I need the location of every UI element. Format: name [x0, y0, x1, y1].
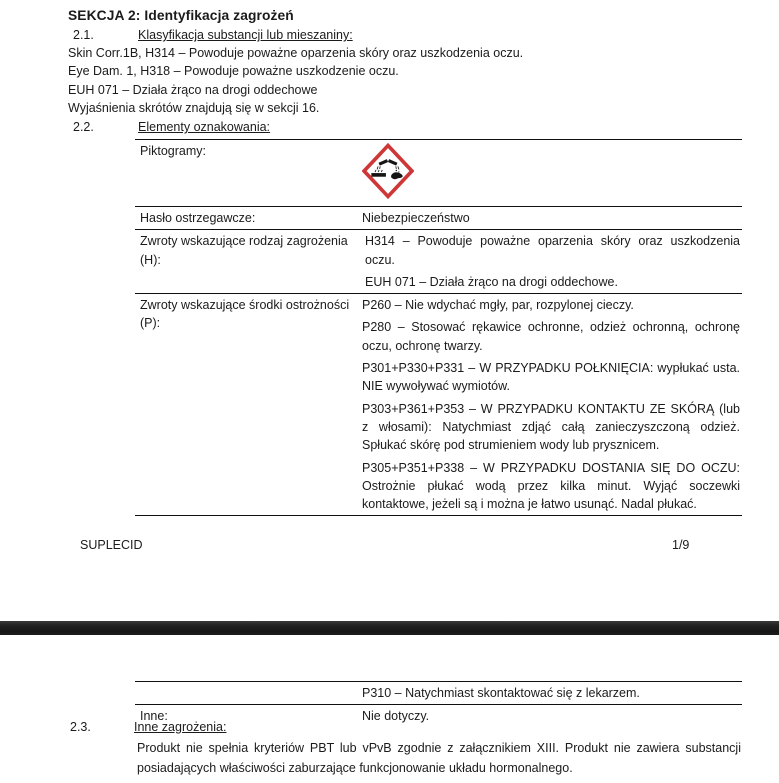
other-value: Nie dotyczy.	[362, 709, 430, 724]
subsection-2-3-heading: Inne zagrożenia:	[134, 720, 227, 734]
hazard-statement: H314 – Powoduje poważne oparzenia skóry oraz uszkodzenia oczu.	[365, 234, 740, 267]
precautionary-statement: P305+P351+P338 – W PRZYPADKU DOSTANIA SIĘ DO OCZU: Ostrożnie płukać wodą przez kilka minut. Wyjąć soczewki kontaktowe, jeżeli są i można je łatwo usunąć. Nadal płukać.	[362, 460, 740, 512]
precautionary-statement: P301+P330+P331 – W PRZYPADKU POŁKNIĘCIA: wypłukać usta. NIE wywoływać wymiotów.	[362, 361, 740, 394]
other-label: Inne:	[140, 709, 168, 724]
precautionary-statements-cell	[360, 294, 742, 515]
subsection-2-1	[73, 28, 353, 42]
subsection-2-1-heading: Klasyfikacja substancji lub mieszaniny:	[138, 28, 353, 42]
empty-cell	[135, 682, 360, 704]
table-row-signal-word	[135, 207, 742, 230]
p310-statement: P310 – Natychmiast skontaktować się z lekarzem.	[362, 686, 640, 700]
precautionary-statement: P260 – Nie wdychać mgły, par, rozpylonej cieczy.	[362, 298, 634, 313]
subsection-2-3-number: 2.3.	[70, 720, 91, 734]
classification-line: EUH 071 – Działa żrąco na drogi oddechowe	[68, 82, 318, 97]
precautionary-statement: P280 – Stosować rękawice ochronne, odzież ochronną, ochronę oczu, ochronę twarzy.	[362, 320, 740, 353]
ghs05-corrosion-icon	[362, 142, 414, 200]
precautionary-statement: P303+P361+P353 – W PRZYPADKU KONTAKTU ZE SKÓRĄ (lub z włosami): Natychmiast zdjąć całą zanieczyszczoną odzież. Spłukać skórę pod strumieniem wody lub prysznicem.	[362, 401, 740, 453]
classification-block	[68, 44, 523, 118]
pictogram-cell	[360, 140, 742, 206]
section-2-title: SEKCJA 2: Identyfikacja zagrożeń	[68, 8, 294, 23]
classification-line: Skin Corr.1B, H314 – Powoduje poważne oparzenia skóry oraz uszkodzenia oczu.	[68, 46, 524, 60]
labeling-elements-table	[135, 139, 742, 516]
subsection-2-2-heading: Elementy oznakowania:	[138, 120, 271, 134]
other-hazards-paragraph: Produkt nie spełnia kryteriów PBT lub vPvB zgodnie z załącznikiem XIII. Produkt nie zawiera substancji posiadających właściwości zaburzające funkcjonowanie układu hormonalnego.	[137, 741, 741, 775]
footer-product-name: SUPLECID	[80, 538, 143, 552]
table-row-hazard-statements	[135, 230, 742, 294]
subsection-2-1-number: 2.1.	[73, 28, 94, 42]
footer-page-number: 1/9	[672, 538, 690, 552]
subsection-2-2-number: 2.2.	[73, 120, 94, 134]
classification-line: Eye Dam. 1, H318 – Powoduje poważne uszkodzenie oczu.	[68, 64, 399, 79]
hazard-statements-label: Zwroty wskazujące rodzaj zagrożenia (H):	[140, 234, 348, 267]
subsection-2-2	[73, 120, 270, 134]
table-row-p310	[135, 682, 742, 705]
table-row-pictograms	[135, 140, 742, 207]
precautionary-statements-label: Zwroty wskazujące środki ostrożności (P):	[140, 298, 350, 331]
hazard-statements-cell	[360, 230, 742, 293]
pictograms-label: Piktogramy:	[140, 144, 206, 158]
subsection-2-3	[70, 720, 226, 734]
page-footer	[0, 538, 779, 554]
table-row-precautionary-statements	[135, 294, 742, 516]
signal-word-value: Niebezpieczeństwo	[362, 211, 470, 225]
page-separator-bar	[0, 621, 779, 635]
classification-line: Wyjaśnienia skrótów znajdują się w sekcji 16.	[68, 101, 320, 116]
hazard-statement: EUH 071 – Działa żrąco na drogi oddechowe.	[365, 274, 618, 289]
signal-word-label: Hasło ostrzegawcze:	[140, 211, 256, 225]
